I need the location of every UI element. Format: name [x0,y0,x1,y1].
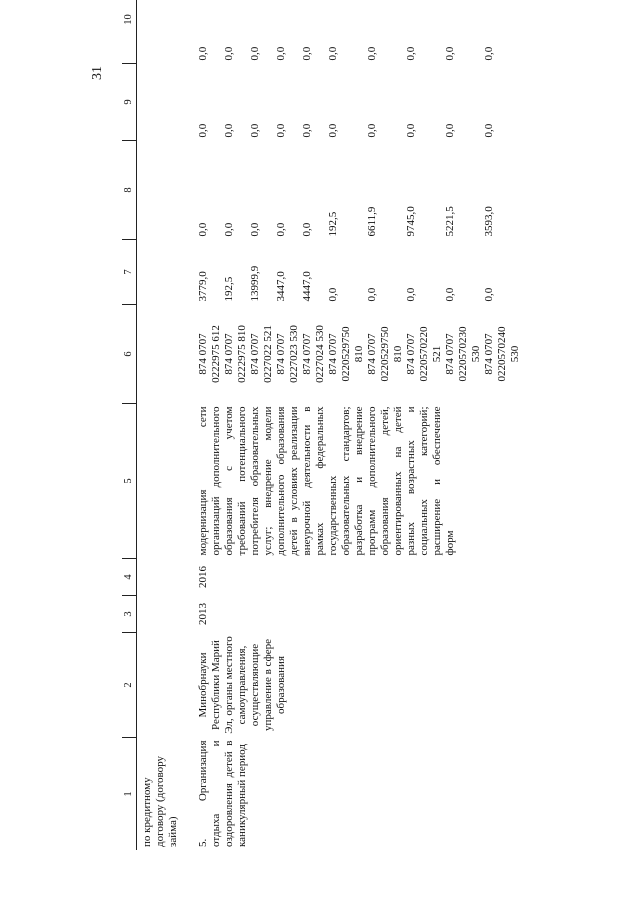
column-header-1: 1 [122,738,137,851]
column-header-3: 3 [122,596,137,633]
page-number: 31 [90,66,105,80]
start-year-cell: 2013 [197,603,209,625]
value-col8-cell: 0,0 0,0 0,0 0,0 0,0 192,5 6611,9 9745,0 5221,5 3593,0 [197,206,495,237]
table-row-continued [137,0,190,850]
column-header-6: 6 [122,305,137,404]
column-header-7: 7 [122,240,137,305]
column-header-10: 10 [122,0,137,64]
value-col9-cell: 0,0 0,0 0,0 0,0 0,0 0,0 0,0 0,0 0,0 0,0 [197,123,495,138]
column-number-header-row [122,0,137,850]
column-header-4: 4 [122,559,137,596]
column-header-9: 9 [122,64,137,141]
value-col7-cell: 3779,0 192,5 13999,9 3447,0 4447,0 0,0 0,0 0,0 0,0 0,0 [197,265,495,302]
column-header-5: 5 [122,404,137,559]
budget-code-cell: 874 0707 0222975 612 874 0707 0222975 810 874 0707 0227022 521 874 0707 0227023 530 874 0707 0227024 530 874 0707 0220529750 810 874 0707 0220529750 810 874 0707 0220570220 521 874 0707 0220570230 530 874 0707 0220570240 530 [197,325,521,383]
continued-cell-measure: по кредитному договору (договору займа) [141,755,179,847]
measure-cell: 5. Организация отдыха и оздоровления детей в каникулярный период [197,740,248,847]
end-year-cell: 2016 [197,566,209,588]
expected-result-cell: модернизация сети организаций дополнительного образования с учетом требований потенциального потребителя образовательных услуг; внедрение модели дополнительного образования детей в условиях реализации внеурочной деятельности в рамках федеральных государственных образовательных стандартов; разработка и внедрение программ дополнительного образования детей, ориентированных на детей разных возрастных и социальных категорий; расширение и обеспечение форм [197,406,456,556]
rotated-table-sheet [122,14,622,850]
table-row-5 [189,0,524,850]
program-table [122,0,524,850]
column-header-2: 2 [122,633,137,738]
column-header-8: 8 [122,141,137,240]
value-col10-cell: 0,0 0,0 0,0 0,0 0,0 0,0 0,0 0,0 0,0 0,0 [197,46,495,61]
executor-cell: Минобрнауки Республики Марий Эл, органы местного самоуправления, осуществляющие управление в сфере образования [197,636,287,734]
